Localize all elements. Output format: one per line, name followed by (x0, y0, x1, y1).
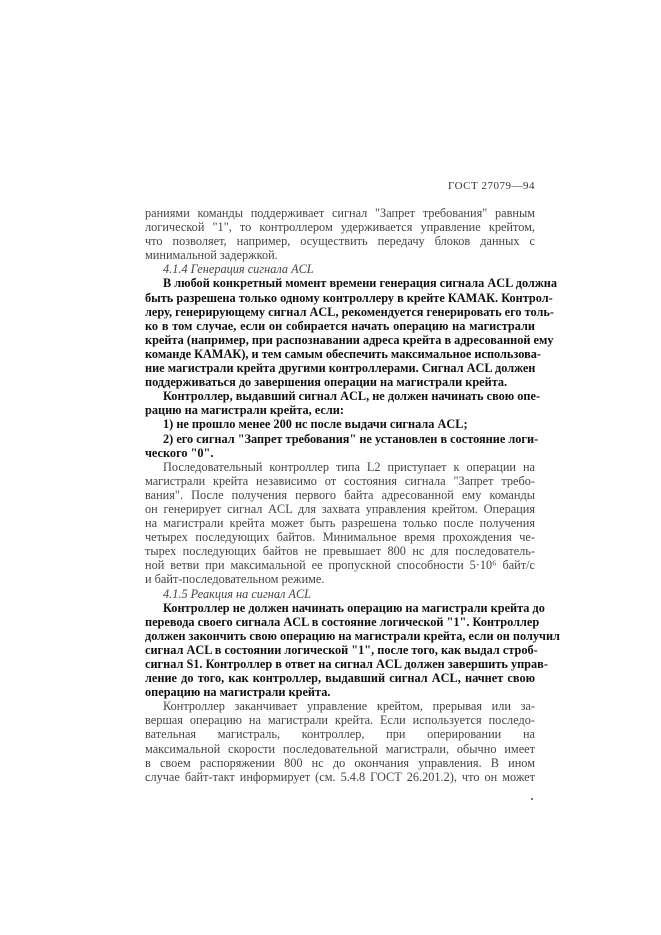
text-line: что позволяет, например, осуществить передачу блоков данных с (145, 234, 535, 249)
text-line: быть разрешена только одному контроллеру в крейте КАМАК. Контрол- (145, 290, 553, 305)
text-line: четырех последующих байтов. Минимальное время прохождения че- (145, 530, 535, 545)
text-line: вательная магистраль, контроллер, при оперировании на (145, 727, 535, 742)
text-line: перевода своего сигнала ACL в состояние логической "1". Контроллер (145, 614, 540, 629)
text-line: в своем распоряжении 800 нс до окончания управления. В ином (145, 755, 535, 770)
text-line: леру, генерирующему сигнал ACL, рекомендуется генерировать его толь- (145, 304, 554, 319)
text-line: Последовательный контроллер типа L2 приступает к операции на (163, 459, 535, 474)
text-line: Контроллер заканчивает управление крейтом, прерывая или за- (163, 699, 535, 714)
text-line: на магистрали крейта может быть разрешена только после получения (145, 516, 535, 531)
text-line: Контроллер, выдавший сигнал ACL, не должен начинать свою опе- (163, 389, 541, 404)
text-line: ко в том случае, если он собирается начать операцию на магистрали (145, 318, 535, 333)
text-line: операцию на магистрали крейта. (145, 685, 331, 700)
text-line: поддерживаться до завершения операции на магистрали крейта. (145, 375, 508, 390)
text-line: 1) не прошло менее 200 нс после выдачи сигнала ACL; (163, 417, 468, 432)
text-line: он генерирует сигнал ACL для захвата управления крейтом. Операция (145, 501, 535, 516)
text-line: сигнал ACL в состоянии логической "1", после того, как выдал строб- (145, 642, 538, 657)
text-line: команде КАМАК), и тем самым обеспечить максимальное использова- (145, 346, 542, 361)
text-line: максимальной скорости последовательной магистрали, обычно имеет (145, 741, 535, 756)
text-line: ческого "0". (145, 445, 214, 460)
text-line: крейта (например, при распознавании адреса крейта в адресованной ему (145, 332, 554, 347)
text-line: ной ветви при максимальной ее пропускной способности 5·10⁶ байт/с (145, 558, 535, 573)
text-line: вания". После получения первого байта адресованной ему команды (145, 487, 535, 502)
text-line: 2) его сигнал "Запрет требования" не установлен в состояние логи- (163, 431, 539, 446)
section-heading: 4.1.4 Генерация сигнала ACL (163, 262, 314, 277)
text-line: сигнал S1. Контроллер в ответ на сигнал ACL должен завершить управ- (145, 657, 548, 671)
text-line: должен закончить свою операцию на магистрали крейта, если он получил (145, 628, 560, 643)
text-line: Контроллер не должен начинать операцию на магистрали крейта до (163, 600, 545, 615)
text-line: раниями команды поддерживает сигнал "Запрет требования" равным (145, 206, 535, 220)
text-line: ление до того, как контроллер, выдавший сигнал ACL, начнет свою (145, 671, 535, 686)
text-line: вершая операцию на магистрали крейта. Если используется последо- (145, 713, 535, 728)
section-heading: 4.1.5 Реакция на сигнал ACL (163, 586, 311, 601)
text-line: В любой конкретный момент времени генерация сигнала ACL должна (163, 276, 557, 291)
page-header-doc-number: ГОСТ 27079—94 (448, 180, 535, 192)
text-line: рацию на магистрали крейта, если: (145, 403, 344, 418)
text-line: магистрали крейта независимо от состояния сигнала "Запрет требо- (145, 473, 535, 488)
text-line: и байт-последовательном режиме. (145, 572, 325, 587)
text-line: ние магистрали крейта другими контроллерами. Сигнал ACL должен (145, 361, 536, 376)
body-text (145, 206, 560, 784)
scan-speck (531, 798, 533, 800)
text-line: логической "1", то контроллером удерживается управление крейтом, (145, 220, 535, 235)
text-line: тырех последующих байтов не превышает 800 нс для последователь- (145, 544, 535, 559)
text-line: случае байт-такт информирует (см. 5.4.8 ГОСТ 26.201.2), что он может (145, 769, 535, 784)
text-line: минимальной задержкой. (145, 248, 278, 263)
